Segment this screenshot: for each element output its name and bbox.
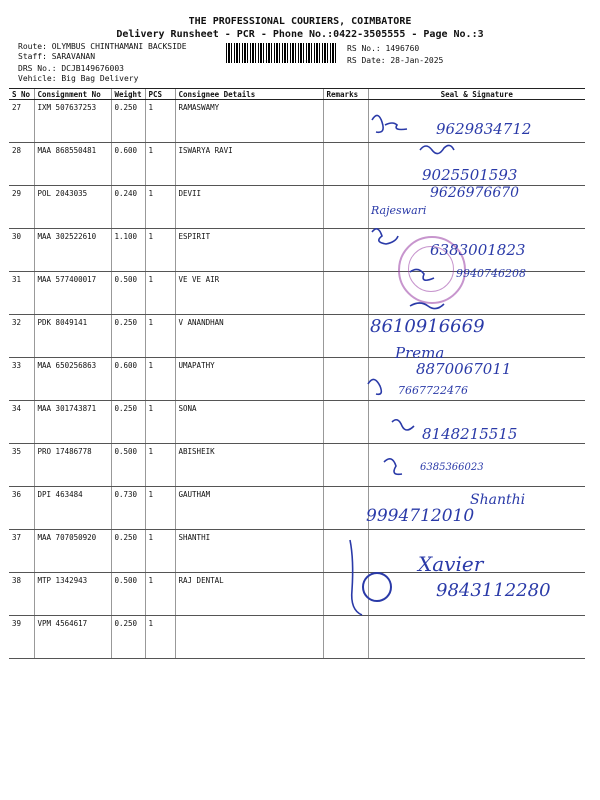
cell-pcs: 1 <box>145 401 175 444</box>
cell-weight: 0.250 <box>111 616 145 659</box>
vehicle-label: Vehicle: Big Bag Delivery <box>18 74 139 83</box>
cell-pcs: 1 <box>145 358 175 401</box>
cell-consignee: ISWARYA RAVI <box>175 143 323 186</box>
cell-sno: 34 <box>9 401 34 444</box>
cell-consignment: VPM 4564617 <box>34 616 111 659</box>
drs-number: DRS No.: DCJB149676003 <box>18 64 124 73</box>
cell-sno: 39 <box>9 616 34 659</box>
cell-consignee: SONA <box>175 401 323 444</box>
cell-weight: 0.500 <box>111 573 145 616</box>
cell-consignee: UMAPATHY <box>175 358 323 401</box>
cell-consignment: MAA 707050920 <box>34 530 111 573</box>
cell-pcs: 1 <box>145 143 175 186</box>
rs-number: RS No.: 1496760 <box>347 44 420 53</box>
cell-consignee: V ANANDHAN <box>175 315 323 358</box>
cell-consignee: SHANTHI <box>175 530 323 573</box>
cell-sno: 35 <box>9 444 34 487</box>
cell-consignee: DEVII <box>175 186 323 229</box>
cell-consignment: PRO 17486778 <box>34 444 111 487</box>
cell-consignment: MTP 1342943 <box>34 573 111 616</box>
cell-consignment: IXM 507637253 <box>34 100 111 143</box>
cell-sno: 31 <box>9 272 34 315</box>
cell-weight: 0.250 <box>111 315 145 358</box>
cell-weight: 0.730 <box>111 487 145 530</box>
cell-weight: 0.250 <box>111 401 145 444</box>
cell-pcs: 1 <box>145 444 175 487</box>
cell-weight: 0.600 <box>111 143 145 186</box>
cell-weight: 0.600 <box>111 358 145 401</box>
signature-phone: 9843112280 <box>436 580 551 601</box>
cell-sno: 36 <box>9 487 34 530</box>
cell-consignment: MAA 868550481 <box>34 143 111 186</box>
cell-consignee: RAMASWAMY <box>175 100 323 143</box>
signature-phone: 8870067011 <box>416 360 512 378</box>
cell-pcs: 1 <box>145 530 175 573</box>
cell-sno: 38 <box>9 573 34 616</box>
runsheet-subtitle: Delivery Runsheet - PCR - Phone No.:0422-3505555 - Page No.:3 <box>116 29 484 40</box>
cell-pcs: 1 <box>145 186 175 229</box>
signature-name: Prema <box>395 344 445 362</box>
cell-pcs: 1 <box>145 487 175 530</box>
cell-consignee: RAJ DENTAL <box>175 573 323 616</box>
cell-pcs: 1 <box>145 573 175 616</box>
col-weight: Weight <box>111 89 145 100</box>
cell-sno: 37 <box>9 530 34 573</box>
signature-phone: 9940746208 <box>456 267 526 280</box>
cell-consignment: MAA 301743871 <box>34 401 111 444</box>
signature-phone: 8148215515 <box>422 425 518 443</box>
col-consignment: Consignment No <box>34 89 111 100</box>
cell-pcs: 1 <box>145 315 175 358</box>
cell-sno: 29 <box>9 186 34 229</box>
signature-phone: 7667722476 <box>398 384 468 397</box>
col-pcs: PCS <box>145 89 175 100</box>
cell-consignee: VE VE AIR <box>175 272 323 315</box>
signature-phone: 9025501593 <box>422 166 518 184</box>
signature-name: Rajeswari <box>371 204 427 217</box>
signature-name: Shanthi <box>470 492 526 508</box>
cell-pcs: 1 <box>145 229 175 272</box>
cell-consignee: ABISHEIK <box>175 444 323 487</box>
cell-sno: 27 <box>9 100 34 143</box>
cell-weight: 0.500 <box>111 444 145 487</box>
cell-consignment: MAA 302522610 <box>34 229 111 272</box>
cell-pcs: 1 <box>145 272 175 315</box>
signature-name: Xavier <box>418 552 484 576</box>
cell-weight: 0.240 <box>111 186 145 229</box>
cell-consignee: ESPIRIT <box>175 229 323 272</box>
col-sno: S No <box>9 89 34 100</box>
cell-consignment: PDK 8049141 <box>34 315 111 358</box>
cell-weight: 0.250 <box>111 100 145 143</box>
company-title: THE PROFESSIONAL COURIERS, COIMBATORE <box>188 16 412 27</box>
route-label: Route: OLYMBUS CHINTHAMANI BACKSIDE <box>18 42 187 51</box>
cell-consignment: MAA 577400017 <box>34 272 111 315</box>
col-signature: Seal & Signature <box>368 89 585 100</box>
cell-consignment: DPI 463484 <box>34 487 111 530</box>
staff-label: Staff: SARAVANAN <box>18 52 96 61</box>
cell-sno: 33 <box>9 358 34 401</box>
col-consignee: Consignee Details <box>175 89 323 100</box>
cell-weight: 0.500 <box>111 272 145 315</box>
cell-pcs: 1 <box>145 100 175 143</box>
signature-phone: 8610916669 <box>370 316 485 337</box>
cell-consignment: POL 2043035 <box>34 186 111 229</box>
rs-date: RS Date: 28-Jan-2025 <box>347 56 444 65</box>
cell-sno: 28 <box>9 143 34 186</box>
cell-weight: 1.100 <box>111 229 145 272</box>
cell-pcs: 1 <box>145 616 175 659</box>
cell-consignment: MAA 650256863 <box>34 358 111 401</box>
cell-sno: 32 <box>9 315 34 358</box>
cell-consignee: GAUTHAM <box>175 487 323 530</box>
signature-phone: 9626976670 <box>430 185 520 201</box>
signature-phone: 9994712010 <box>366 506 475 526</box>
cell-sno: 30 <box>9 229 34 272</box>
col-remarks: Remarks <box>323 89 368 100</box>
signature-phone: 9629834712 <box>436 120 532 138</box>
signature-phone: 6383001823 <box>430 241 526 259</box>
cell-weight: 0.250 <box>111 530 145 573</box>
signature-phone: 6385366023 <box>420 462 484 473</box>
